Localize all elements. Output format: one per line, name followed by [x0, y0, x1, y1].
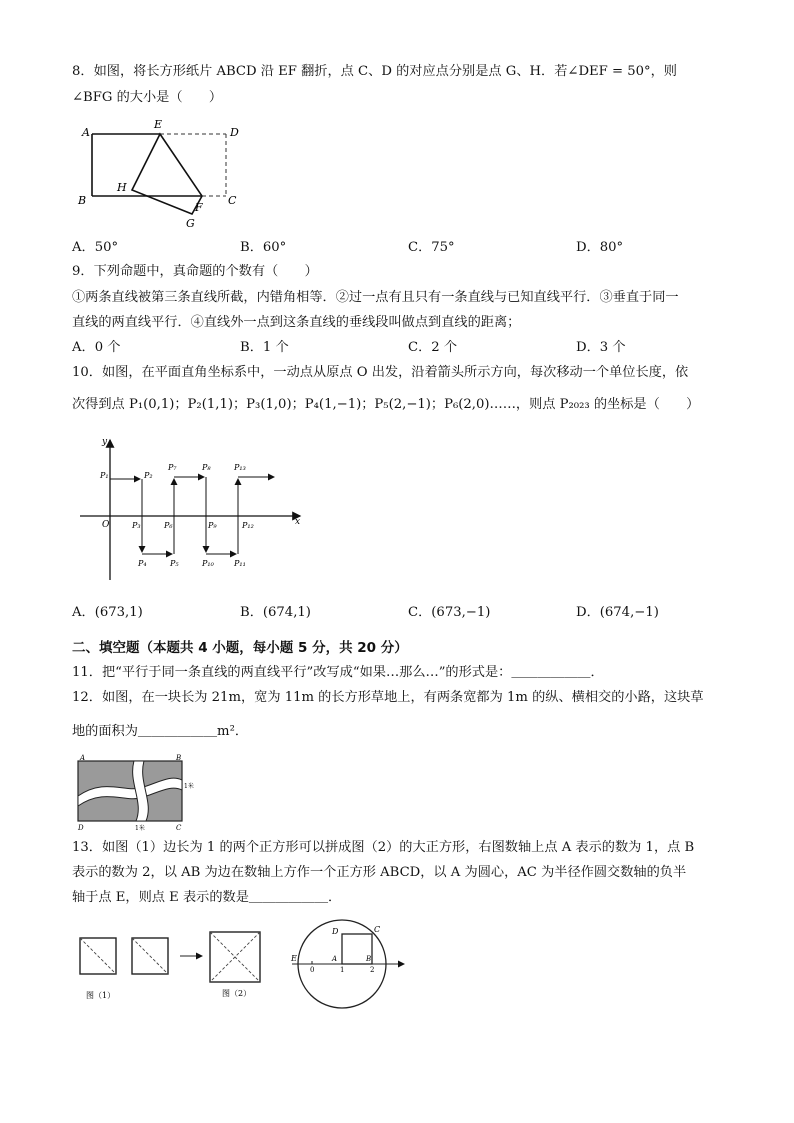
- q9-stem: 9．下列命题中，真命题的个数有（ ）: [72, 264, 318, 279]
- q10-label-p12: P₁₂: [242, 521, 254, 530]
- q13-label-one: 1: [340, 966, 345, 974]
- q10-label-p3: P₃: [132, 521, 141, 530]
- q12-label-a: A: [80, 754, 86, 762]
- q12-stem-line2: 地的面积为＿＿＿＿＿＿m²．: [72, 724, 249, 739]
- q8-fold-figure: [70, 114, 260, 232]
- q8-option-a: A．50°: [72, 240, 119, 255]
- q10-option-c: C．(673,−1): [408, 605, 491, 620]
- q8-label-g: G: [186, 217, 195, 230]
- q10-coordinate-figure: [78, 432, 310, 584]
- q10-label-p8: P₈: [202, 463, 211, 472]
- q13-stem-line1: 13．如图（1）边长为 1 的两个正方形可以拼成图（2）的大正方形，右图数轴上点 A 表示的数为 1，点 B: [72, 840, 695, 855]
- q10-stem-line2: 次得到点 P₁(0,1)；P₂(1,1)；P₃(1,0)；P₄(1,−1)；P₅(2,−1)；P₆(2,0)……，则点 P₂₀₂₃ 的坐标是（ ）: [72, 397, 700, 412]
- q10-label-p6: P₆: [164, 521, 173, 530]
- q8-label-b: B: [78, 194, 87, 207]
- q12-label-c: C: [176, 824, 182, 832]
- q9-option-c: C．2 个: [408, 340, 458, 355]
- q10-option-b: B．(674,1): [240, 605, 311, 620]
- q9-body-line1: ①两条直线被第三条直线所截，内错角相等．②过一点有且只有一条直线与已知直线平行．③垂直于同一: [72, 290, 679, 305]
- q8-label-d: D: [230, 126, 239, 139]
- q9-option-d: D．3 个: [576, 340, 626, 355]
- q13-stem-line2: 表示的数为 2，以 AB 为边在数轴上方作一个正方形 ABCD，以 A 为圆心，AC 为半径作圆交数轴的负半: [72, 865, 687, 880]
- q10-label-p4: P₄: [138, 559, 147, 568]
- q13-numberline-figure: [286, 914, 410, 1010]
- q11-stem: 11．把“平行于同一条直线的两直线平行”改写成“如果…那么…”的形式是：＿＿＿＿＿＿．: [72, 665, 604, 680]
- q10-axis-x: x: [295, 517, 301, 527]
- q13-label-a: A: [332, 955, 338, 963]
- q10-label-p7: P₇: [168, 463, 177, 472]
- q9-body-line2: 直线的两直线平行．④直线外一点到这条直线的垂线段叫做点到直线的距离；: [72, 315, 521, 330]
- q9-option-b: B．1 个: [240, 340, 289, 355]
- q10-origin: O: [102, 520, 110, 530]
- q10-option-d: D．(674,−1): [576, 605, 659, 620]
- q10-label-p9: P₉: [208, 521, 217, 530]
- q8-stem-line1: 8．如图，将长方形纸片 ABCD 沿 EF 翻折，点 C、D 的对应点分别是点 G、H．若∠DEF = 50°，则: [72, 64, 677, 79]
- q13-label-c: C: [374, 925, 381, 934]
- q12-label-d: D: [78, 824, 84, 832]
- q12-stem-line1: 12．如图，在一块长为 21m，宽为 11m 的长方形草地上，有两条宽都为 1m 的纵、横相交的小路，这块草: [72, 690, 704, 705]
- q13-label-two: 2: [370, 966, 375, 974]
- q8-option-b: B．60°: [240, 240, 287, 255]
- q8-option-c: C．75°: [408, 240, 455, 255]
- q10-stem-line1: 10．如图，在平面直角坐标系中，一动点从原点 O 出发，沿着箭头所示方向，每次移动一个单位长度，依: [72, 365, 689, 380]
- q8-stem-line2: ∠BFG 的大小是（ ）: [72, 90, 223, 105]
- q10-label-p13: P₁₃: [234, 463, 246, 472]
- q12-road-width-v: 1米: [135, 825, 145, 832]
- q8-option-d: D．80°: [576, 240, 624, 255]
- q12-label-b: B: [176, 754, 182, 762]
- q8-label-a: A: [82, 126, 90, 139]
- q13-label-zero: 0: [310, 966, 315, 974]
- q8-label-f: F: [195, 201, 203, 214]
- q10-label-p10: P₁₀: [202, 559, 214, 568]
- q13-label-b: B: [366, 955, 372, 963]
- q13-label-d: D: [332, 927, 339, 936]
- q8-label-h: H: [117, 181, 127, 194]
- q8-label-c: C: [228, 194, 237, 207]
- q12-road-width-h: 1米: [184, 783, 194, 790]
- section-heading-fill-in: 二、填空题（本题共 4 小题，每小题 5 分，共 20 分）: [72, 640, 408, 656]
- q13-fig2-caption: 图（2）: [222, 989, 252, 998]
- q10-label-p11: P₁₁: [234, 559, 246, 568]
- q10-axis-y: y: [102, 437, 108, 447]
- q13-fig1-caption: 图（1）: [86, 991, 116, 1000]
- q13-stem-line3: 轴于点 E，则点 E 表示的数是＿＿＿＿＿＿．: [72, 890, 342, 905]
- q12-lawn-figure: [74, 752, 204, 834]
- q10-label-p1: P₁: [100, 471, 109, 480]
- q13-label-e: E: [291, 954, 297, 963]
- q8-label-e: E: [154, 118, 163, 131]
- q9-option-a: A．0 个: [72, 340, 121, 355]
- q10-label-p2: P₂: [144, 471, 153, 480]
- q10-option-a: A．(673,1): [72, 605, 143, 620]
- q10-label-p5: P₅: [170, 559, 179, 568]
- q13-squares-figure: [76, 926, 276, 1002]
